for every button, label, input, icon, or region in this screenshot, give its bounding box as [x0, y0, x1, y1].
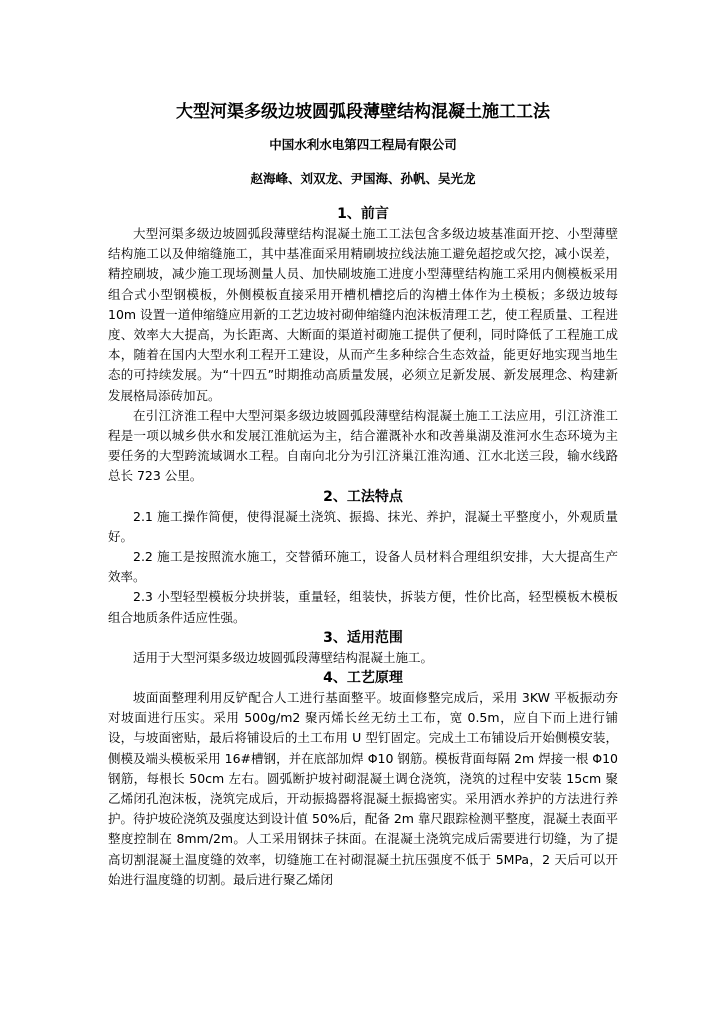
paragraph: 在引江济淮工程中大型河渠多级边坡圆弧段薄壁结构混凝土施工工法应用，引江济淮工程是一项以城乡供水和发展江淮航运为主，结合灌溉补水和改善巢湖及淮河水生态环境为主要任务的大型跨流域调水工程。自南向北分为引江济巢江淮沟通、江水北送三段，输水线路总长 723 公里。 — [108, 407, 618, 484]
section-principle — [108, 668, 618, 890]
section-heading: 1、前言 — [337, 206, 389, 222]
document-title: 大型河渠多级边坡圆弧段薄壁结构混凝土施工工法 — [176, 102, 550, 122]
organization-name: 中国水利水电第四工程局有限公司 — [269, 137, 457, 152]
paragraph: 2.2 施工是按照流水施工，交替循环施工，设备人员材料合理组织安排，大大提高生产效率。 — [108, 549, 618, 585]
paragraph: 2.3 小型轻型模板分块拼装，重量轻，组装快，拆装方便，性价比高，轻型模板木模板组合地质条件适应性强。 — [108, 589, 618, 625]
document-page — [108, 100, 618, 890]
paragraph: 坡面面整理利用反铲配合人工进行基面整平。坡面修整完成后，采用 3KW 平板振动夯对坡面进行压实。采用 500g/m2 聚丙烯长丝无纺土工布，宽 0.5m，应自下而上进行铺设，与坡面密贴，最后将铺设后的土工布用 U 型钉固定。完成土工布铺设后开始侧模安装，侧模及端头模板采用 16#槽钢，并在底部加焊 Φ10 钢筋。模板背面每隔 2m 焊接一根 Φ10 钢筋，每根长 50cm 左右。圆弧断护坡衬砌混凝土调仓浇筑，浇筑的过程中安装 15cm 聚乙烯闭孔泡沫板，浇筑完成后，开动振捣器将混凝土振捣密实。采用洒水养护的方法进行养护。待护坡砼浇筑及强度达到设计值 50%后，配备 2m 靠尺跟踪检测平整度，混凝土表面平整度控制在 8mm/2m。人工采用钢抹子抹面。在混凝土浇筑完成后需要进行切缝，为了提高切割混凝土温度缝的效率，切缝施工在衬砌混凝土抗压强度不低于 5MPa，2 天后可以开始进行温度缝的切割。最后进行聚乙烯闭 — [108, 690, 618, 887]
section-heading: 3、适用范围 — [323, 629, 403, 646]
section-heading: 4、工艺原理 — [323, 670, 403, 687]
section-preface — [108, 204, 618, 487]
author-list: 赵海峰、刘双龙、尹国海、孙帆、吴光龙 — [250, 171, 476, 186]
paragraph: 适用于大型河渠多级边坡圆弧段薄壁结构混凝土施工。 — [133, 649, 434, 665]
paragraph: 2.1 施工操作简便，使得混凝土浇筑、振捣、抹光、养护，混凝土平整度小，外观质量好。 — [108, 508, 618, 544]
section-heading: 2、工法特点 — [323, 488, 403, 505]
paragraph: 大型河渠多级边坡圆弧段薄壁结构混凝土施工工法包含多级边坡基准面开挖、小型薄壁结构施工以及伸缩缝施工，其中基准面采用精刷坡拉线法施工避免超挖或欠挖，减小误差，精控刷坡，减少施工现场测量人员、加快刷坡施工进度小型薄壁结构施工采用内侧模板采用组合式小型钢模板，外侧模板直接采用开槽机槽挖后的沟槽土体作为土模板；多级边坡每 10m 设置一道伸缩缝应用新的工艺边坡衬砌伸缩缝内泡沫板清理工艺，使工程质量、工程进度、效率大大提高，为长距离、大断面的渠道衬砌施工提供了便利，同时降低了工程施工成本，随着在国内大型水利工程开工建设，从而产生多种综合生态效益，能更好地实现当地生态的可持续发展。为“十四五”时期推动高质量发展，必须立足新发展、新发展理念、构建新发展格局添砖加瓦。 — [108, 226, 618, 403]
section-scope — [108, 628, 618, 668]
section-features — [108, 487, 618, 628]
